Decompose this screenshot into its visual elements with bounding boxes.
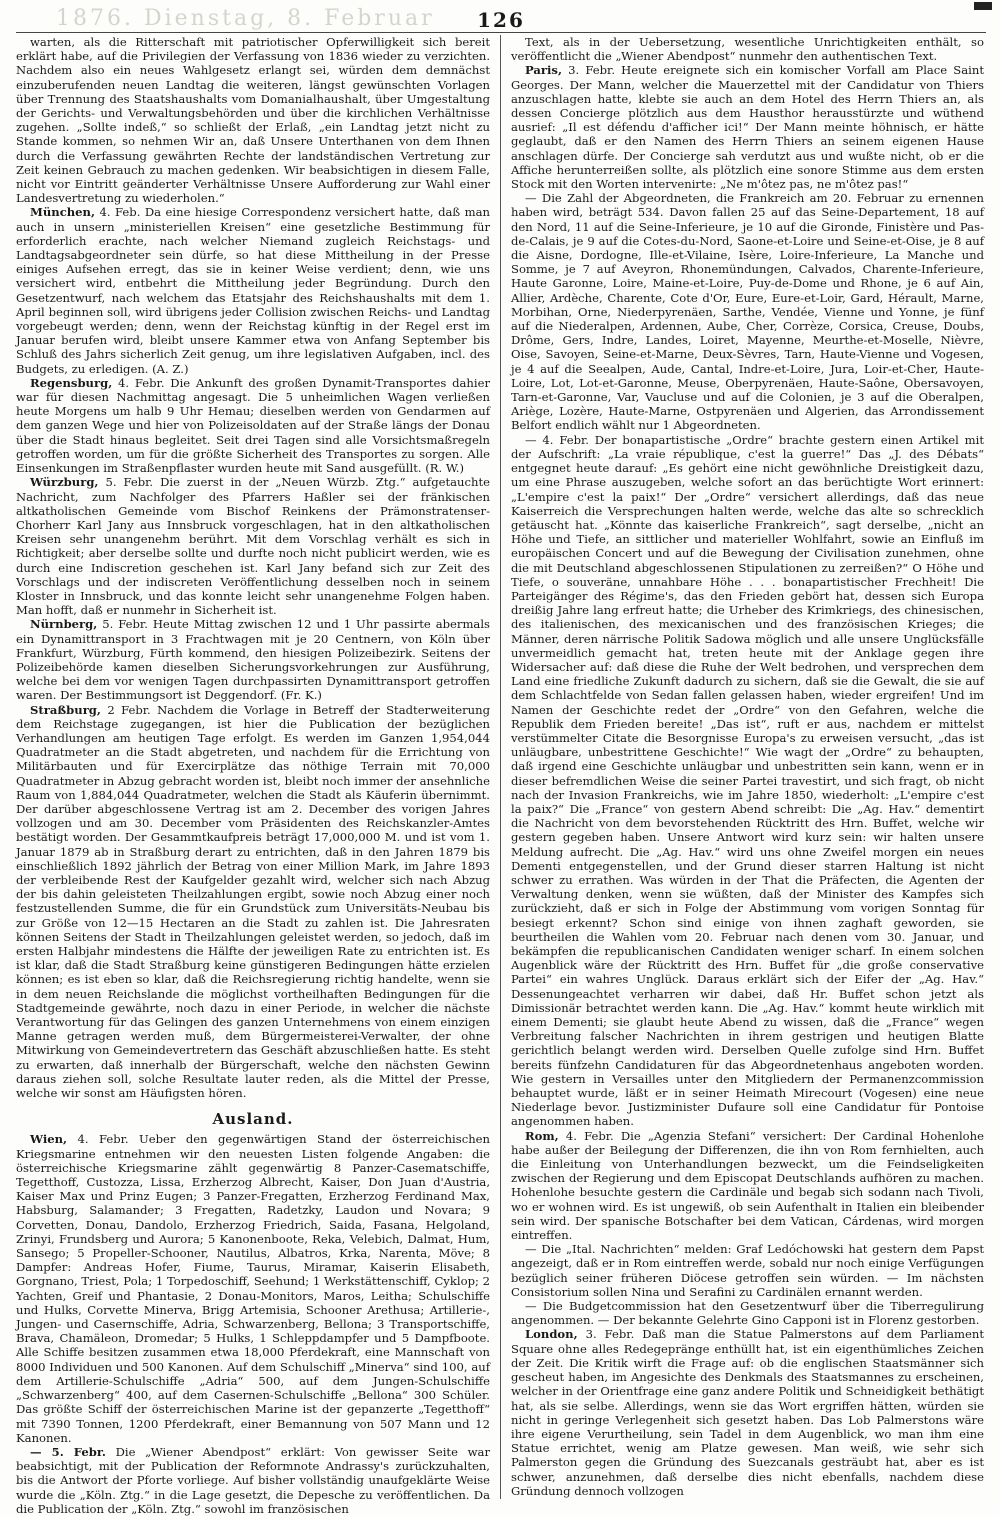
article-text: warten, als die Ritterschaft mit patriotischer Opferwilligkeit sich bereit erklärt habe, auf die Privilegien der Verfassung von 1836 wieder zu verzichten. Nachdem also ein neues Wahlgesetz erlangt sei, würden dem demnächst einzuberufenden neuen Landtag die weiteren, längst gewünschten Vorlagen über Trennung des Staatshaushalts vom Domanialhaushalt, über Umgestaltung der Gerichts- und Verwaltungsbehörden und über die kirchlichen Verhältnisse zugehen. „Sollte indeß,“ so schließt der Erlaß, „ein Landtag jetzt nicht zu Stande kommen, so nehmen Wir an, daß Unsere Unterthanen von dem Ihnen durch die Verfassung gewährten Rechte der landständischen Vertretung zur Zeit keinen Gebrauch zu machen gedenken. Wir beabsichtigen in diesem Falle, nicht vor Eintritt geänderter Verhältnisse Unsere Aufforderung zur Wahl einer Landesvertretung zu wiederholen.“ xyxy=(16,35,490,206)
article-paragraph xyxy=(511,1327,984,1497)
article-text: 3. Febr. Daß man die Statue Palmerstons auf dem Parliament Square ohne alles Redegepränge enthüllt hat, ist ein eigenthümliches Zeichen der Zeit. Die Kritik wirft die Frage auf: ob die englischen Staatsmänner sich gescheut haben, im Angesichte des Denkmals des Staatsmannes zu erscheinen, welcher in der Orientfrage eine ganz andere Politik und Schneidigkeit bethätigt hat, als sie selbe. Allerdings, wenn sie das Wort ergriffen hätten, würden sie nicht in geringe Verlegenheit sich gesetzt haben. Das Lob Palmerstons wäre ihre eigene Verurtheilung, sein Tadel in dem Augenblick, wo man ihm eine Statue errichtet, wenig am Platze gewesen. Man weiß, wie sehr sich Palmerston gegen die Gründung des Suezcanals gesträubt hat, aber es ist schwer, anzunehmen, daß derselbe dies nicht ebenfalls, nachdem diese Gründung dennoch vollzogen xyxy=(511,1327,985,1498)
article-text: 4. Febr. Ueber den gegenwärtigen Stand der österreichischen Kriegsmarine entnehmen wir den neuesten Listen folgende Angaben: die österreichische Kriegsmarine zählt gegenwärtig 8 Panzer-Casematschiffe, Tegetthoff, Custozza, Lissa, Erzherzog Albrecht, Kaiser, Don Juan d'Austria, Kaiser Max und Prinz Eugen; 3 Panzer-Fregatten, Erzherzog Ferdinand Max, Habsburg, Salamander; 3 Fregatten, Radetzky, Laudon und Novara; 9 Corvetten, Donau, Dandolo, Erzherzog Friedrich, Saida, Fasana, Helgoland, Zrinyi, Frundsberg und Aurora; 5 Kanonenboote, Reka, Velebich, Dalmat, Hum, Sansego; 5 Propeller-Schooner, Nautilus, Albatros, Krka, Narenta, Möve; 8 Dampfer: Andreas Hofer, Fiume, Taurus, Miramar, Kaiserin Elisabeth, Gorgnano, Triest, Pola; 1 Torpedoschiff, Seehund; 1 Werkstättenschiff, Cyklop; 2 Yachten, Greif und Phantasie, 2 Donau-Monitors, Maros, Leitha; Schulschiffe und Hulks, Corvette Minerva, Brigg Artemisia, Schooner Arethusa; Artillerie-, Jungen- und Casernschiffe, Adria, Schwarzenberg, Bellona; 3 Transportschiffe, Brava, Chamäleon, Dromedar; 5 Hulks, 1 Schleppdampfer und 5 Dampfboote. Alle Schiffe besitzen zusammen etwa 18,000 Pferdekraft, eine Mannschaft von 8000 Individuen und 500 Kanonen. Auf dem Schulschiff „Minerva“ sind 100, auf dem Artillerie-Schulschiffe „Adria“ 500, auf dem Jungen-Schulschiffe „Schwarzenberg“ 400, auf dem Casernen-Schulschiffe „Bellona“ 300 Schüler. Das größte Schiff der österreichischen Marine ist der gepanzerte „Tegetthoff“ mit 7390 Tonnen, 1200 Pferdekraft, einer Bemannung von 507 Mann und 12 Kanonen. xyxy=(16,1132,490,1445)
article-paragraph xyxy=(16,703,490,1101)
text-columns xyxy=(16,35,986,1516)
article-text: 5. Febr. Die zuerst in der „Neuen Würzb. Ztg.“ aufgetauchte Nachricht, zum Nachfolger des Pfarrers Haßler sei der fränkischen altkatholischen Gemeinde vom Bischof Reinkens der Prämonstratenser-Chorherr Karl Jany aus Innsbruck vorgeschlagen, hat in den altkatholischen Kreisen sehr unangenehm berührt. Mit dem Vorschlag verhält es sich in Richtigkeit; aber derselbe sollte und durfte noch nicht publicirt werden, wie es durch eine Indiscretion geschehen ist. Karl Jany befand sich zur Zeit des Vorschlags und der indiscreten Veröffentlichung desselben noch in seinem Kloster in Innsbruck, und das konnte leicht sehr unangenehme Folgen haben. Man hofft, daß er nunmehr in Sicherheit ist. xyxy=(16,475,490,618)
right-column-articles xyxy=(511,35,984,1498)
article-text: — 4. Febr. Der bonapartistische „Ordre“ brachte gestern einen Artikel mit der Aufschrift: „La vraie république, c'est la guerre!“ Das „J. des Débats“ entgegnet heute darauf: „Es gehört eine nicht gewöhnliche Dreistigkeit dazu, um eine Phrase auszugeben, welche sofort an das berüchtigte Wort erinnert: „L'empire c'est la paix!“ Der „Ordre“ versichert allerdings, daß das neue Kaiserreich die Versprechungen halten werde, welche das alte so schrecklich getäuscht hat. „Könnte das kaiserliche Frankreich“, sagt derselbe, „nicht an Höhe und Tiefe, an sittlicher und materieller Wohlfahrt, sowie an Einfluß im europäischen Concert und auf die Bewegung der Civilisation zunehmen, ohne die mit Deutschland abgeschlossenen Stipulationen zu zerreißen?“ O Höhe und Tiefe, o souveräne, unnahbare Höhe . . . bonapartistischer Frechheit! Die Parteigänger des Régime's, das den Frieden gebört hat, dessen sich Europa dreißig Jahre lang erfreut hatte; die Urheber des Krimkriegs, des chinesischen, des italienischen, des mexicanischen und des französischen Krieges; die Männer, deren närrische Politik Sadowa möglich und alle unsere Unglücksfälle unvermeidlich gemacht hat, treten heute mit der Anklage gegen ihre Widersacher auf: daß diese die Ruhe der Welt bedrohen, und versprechen dem Land eine friedliche Zukunft dadurch zu sichern, daß sie die Gewalt, die sie auf dem Schlachtfelde von Sedan fallen gelassen haben, wieder ergreifen! Und im Namen der Geschichte redet der „Ordre“ von den Gefahren, welche die Republik dem Frieden bereite! „Das ist“, ruft er aus, nachdem er mittelst verstümmelter Citate die Besorgnisse Europa's zu erweisen versucht, „das ist unläugbare, unbestrittene Geschichte!“ Wie wagt der „Ordre“ zu behaupten, daß irgend eine Geschichte unläugbar und unbestritten sein kann, wenn er in dieser befremdlichen Weise die seiner Partei travestirt, und sich fragt, ob nicht nach der Invasion Frankreichs, wie im Jahre 1850, wiederholt: „L'empire c'est la paix?“ Die „France“ von gestern Abend schreibt: Die „Ag. Hav.“ dementirt die Nachricht von dem bevorstehenden Rücktritt des Hrn. Buffet, welche wir gestern gegeben haben. Unsere Antwort wird kurz sein: wir halten unsere Meldung aufrecht. Die „Ag. Hav.“ wird uns ohne Zweifel morgen ein neues Dementi entgegenstellen, und der Grund dieser starren Haltung ist nicht schwer zu errathen. Was würden in der That die Präfecten, die Agenten der Verwaltung denken, wenn sie wüßten, daß der Minister des Kampfes sich zurückzieht, daß er sich in Folge der Abstimmung vom vorigen Sonntag für besiegt erkennt? Schon sind einige von ihnen zaghaft geworden, sie beurtheilen die Wahlen vom 20. Februar nach denen vom 30. Januar, und bekämpfen die republicanischen Candidaten weniger scharf. In einem solchen Augenblick wäre der Rücktritt des Hrn. Buffet für „die große conservative Partei“ ein wahres Unglück. Daraus erklärt sich der Eifer der „Ag. Hav.“ Dessenungeachtet verharren wir dabei, daß Hr. Buffet schon jetzt als Dimissionär betrachtet werden kann. Die „Ag. Hav.“ kommt heute wirklich mit einem Dementi; sie glaubt heute Abend zu wissen, daß die „France“ wegen Verbreitung falscher Nachrichten in ihrem gestrigen und heutigen Blatte gerichtlich belangt werden wird. Derselben Quelle zufolge sind Hrn. Buffet bereits fünfzehn Candidaturen für das Abgeordnetenhaus angeboten worden. Wie gestern in Versailles unter den Mitgliedern der Permanenzcommission behauptet wurde, läßt er in seiner Heimath Mirecourt (Vogesen) eine neue Niederlage bevor. Justizminister Dufaure soll eine Candidatur für Pontoise angenommen haben. xyxy=(511,432,984,1129)
article-paragraph xyxy=(16,376,490,475)
article-text: — Die Budgetcommission hat den Gesetzentwurf über die Tiberregulirung angenommen. — Der bekannte Gelehrte Gino Capponi ist in Florenz gestorben. xyxy=(511,1299,984,1328)
page-number: 126 xyxy=(477,8,525,32)
left-column-articles xyxy=(16,35,490,1100)
article-text: — Die „Ital. Nachrichten“ melden: Graf Ledóchowski hat gestern dem Papst angezeigt, daß er in Rom eintreffen werde, sobald nur noch einige Verfügungen bezüglich seiner früheren Diöcese getroffen sein würden. — Im nächsten Consistorium sollen Nina und Serafini zu Cardinälen ernannt werden. xyxy=(511,1242,984,1299)
article-text: 2 Febr. Nachdem die Vorlage in Betreff der Stadterweiterung dem Reichstage zugegangen, ist hier die Publication der bezüglichen Verhandlungen am heutigen Tage erfolgt. Es werden im Ganzen 1,954,044 Quadratmeter an die Stadt abgetreten, und nachdem für die Errichtung von Militärbauten und für Exercirplätze das nöthige Terrain mit 70,000 Quadratmeter in Abzug gebracht worden ist, bleibt noch immer der ansehnliche Raum von 1,884,044 Quadratmeter, welchen die Stadt als Käuferin übernimmt. Der darüber abgeschlossene Vertrag ist am 2. December des vorigen Jahres vollzogen und am 30. December vom Präsidenten des Reichskanzler-Amtes bestätigt worden. Der Gesammtkaufpreis beträgt 17,000,000 M. und ist vom 1. Januar 1879 ab in Straßburg derart zu entrichten, daß in den Jahren 1879 bis einschließlich 1892 jährlich der Betrag von einer Million Mark, im Jahre 1893 der verbleibende Rest der Kaufgelder gezahlt wird, welcher sich nach Abzug der bis dahin geleisteten Theilzahlungen ergibt, sowie noch Abzug einer noch festzustellenden Summe, die für ein Grundstück zum Universitäts-Neubau bis zur Größe von 12—15 Hectaren an die Stadt zu zahlen ist. Die Jahresraten können Seitens der Stadt in Theilzahlungen geleistet werden, so jedoch, daß im ersten Halbjahr mindestens die Hälfte der jeweiligen Rate zu entrichten ist. Es ist klar, daß die Stadt Straßburg keine günstigeren Bedingungen hätte erzielen können; es ist eben so klar, daß die Reichsregierung richtig handelte, wenn sie in dem neuen Reichslande die möglichst vortheilhaften Bedingungen für die Stadtgemeinde gewährte, noch dazu in einer Periode, in welcher die nächste Verantwortung für das Gelingen des ganzen Unternehmens von einem einzigen Manne getragen werden muß, dem Bürgermeisterei-Verwalter, der ohne Mitwirkung von Gemeindevertretern das Geschäft abzuschließen hatte. Es steht zu erwarten, daß innerhalb der Bürgerschaft, welche den nächsten Gewinn daraus ziehen soll, solche Resultate lauter reden, als die Mittel der Presse, welche wir sonst am Häufigsten hören. xyxy=(16,702,491,1101)
article-dateline: Nürnberg, xyxy=(30,617,98,632)
article-dateline: Regensburg, xyxy=(30,375,113,390)
right-column xyxy=(500,35,984,1499)
article-paragraph xyxy=(16,475,490,617)
article-paragraph xyxy=(511,433,984,1129)
article-paragraph xyxy=(511,35,984,63)
corner-mark xyxy=(974,2,992,10)
article-paragraph xyxy=(16,1445,490,1516)
article-text: Die „Wiener Abendpost“ erklärt: Von gewisser Seite war beabsichtigt, mit der Publication der Reformnote Andrassy's zurückzuhalten, bis die Antwort der Pforte vorliege. Auf bisher vollständig unaufgeklärte Weise wurde die „Köln. Ztg.“ in die Lage gesetzt, die Depesche zu veröffentlichen. Da die Publication der „Köln. Ztg.“ sowohl im französischen xyxy=(16,1444,490,1516)
article-paragraph xyxy=(16,617,490,702)
article-dateline: Wien, xyxy=(30,1132,68,1147)
left-column-foreign-articles xyxy=(16,1132,490,1515)
article-dateline: — 5. Febr. xyxy=(30,1444,106,1459)
article-text: — Die Zahl der Abgeordneten, die Frankreich am 20. Februar zu ernennen haben wird, beträgt 534. Davon fallen 25 auf das Seine-Departement, 18 auf den Nord, 11 auf die Seine-Inferieure, je 10 auf die Gironde, Finistère und Pas-de-Calais, je 9 auf die Cotes-du-Nord, Saone-et-Loire und Seine-et-Oise, je 8 auf die Aisne, Dordogne, Ille-et-Vilaine, Isère, Loire-Inferieure, La Manche und Somme, je 7 auf Aveyron, Rhonemündungen, Calvados, Charente-Inferieure, Haute Garonne, Loire, Maine-et-Loire, Puy-de-Dome und Rhone, je 6 auf Ain, Allier, Ardèche, Charente, Cote d'Or, Eure, Eure-et-Loir, Gard, Hérault, Marne, Morbihan, Orne, Niederpyrenäen, Sarthe, Vendée, Vienne und Yonne, je fünf auf die Niederalpen, Ardennen, Aube, Cher, Corrèze, Corsica, Creuse, Doubs, Drôme, Gers, Indre, Landes, Loiret, Mayenne, Meurthe-et-Moselle, Nièvre, Oise, Savoyen, Seine-et-Marne, Deux-Sèvres, Tarn, Haute-Vienne und Vogesen, je 4 auf die Seealpen, Aude, Cantal, Indre-et-Loire, Jura, Loir-et-Cher, Haute-Loire, Lot, Lot-et-Garonne, Meuse, Oberpyrenäen, Haute-Saône, Obersavoyen, Tarn-et-Garonne, Var, Vaucluse und auf die Colonien, je 3 auf die Oberalpen, Ariège, Lozère, Haute-Marne, Ostpyrenäen und Algerien, das Arrondissement Belfort endlich wählt nur 1 Abgeordneten. xyxy=(511,191,984,433)
article-paragraph xyxy=(511,1129,984,1243)
article-paragraph xyxy=(16,35,490,205)
article-paragraph xyxy=(511,63,984,191)
article-dateline: Rom, xyxy=(525,1128,559,1143)
article-dateline: Straßburg, xyxy=(30,702,101,717)
article-dateline: Paris, xyxy=(525,63,562,78)
article-paragraph xyxy=(16,205,490,375)
article-dateline: München, xyxy=(30,205,96,220)
article-text: 3. Febr. Heute ereignete sich ein komischer Vorfall am Place Saint Georges. Der Mann, welcher die Mauerzettel mit der Candidatur von Thiers anzuschlagen hatte, klebte sie auch an dem Hotel des Herrn Thiers an, als dessen Concierge plötzlich aus dem Hausthor herausstürzte und wüthend ausrief: „Il est défendu d'afficher ici!“ Der Mann meinte höhnisch, er hätte geglaubt, daß er den Namen des Herrn Thiers an seinem eigenen Hause anschlagen dürfe. Der Concierge sah verdutzt aus und wußte nicht, ob er die Affiche herunterreißen sollte, als plötzlich eine sonore Stimme aus dem ersten Stock mit den Worten intervenirte: „Ne m'ôtez pas, ne m'ôtez pas!“ xyxy=(511,63,984,192)
article-paragraph xyxy=(511,1242,984,1299)
article-dateline: Würzburg, xyxy=(30,475,99,490)
article-text: Text, als in der Uebersetzung, wesentliche Unrichtigkeiten enthält, so veröffentlicht die „Wiener Abendpost“ nunmehr den authentischen Text. xyxy=(511,35,984,64)
article-paragraph xyxy=(511,1299,984,1327)
article-text: 4. Febr. Die Ankunft des großen Dynamit-Transportes dahier war für diesen Nachmittag angesagt. Die 5 unheimlichen Wagen verließen heute Morgens um halb 9 Uhr Hemau; dieselben werden von Gendarmen auf dem ganzen Wege und hier von Polizeisoldaten auf der Straße längs der Donau über die Stadt hinaus begleitet. Seit drei Tagen sind alle Vorsichtsmaßregeln getroffen worden, um für die größte Sicherheit des Transportes zu sorgen. Alle Einsenkungen im Straßenpflaster wurden heute mit Sand ausgefüllt. (R. W.) xyxy=(16,375,491,476)
section-heading-ausland: Ausland. xyxy=(212,1110,294,1129)
article-paragraph xyxy=(511,191,984,432)
article-paragraph xyxy=(16,1132,490,1444)
article-text: 4. Feb. Da eine hiesige Correspondenz versichert hatte, daß man auch in unsern „ministeriellen Kreisen“ eine gesetzliche Bestimmung für erforderlich erachte, nach welcher Niemand zugleich Reichstags- und Landtagsabgeordneter sein dürfe, so hat diese Mittheilung in der Presse einiges Aufsehen erregt, das sie in keiner Weise verdient; denn, wie uns versichert wird, entbehrt die Mittheilung jeder Begründung. Durch den Gesetzentwurf, nach welchem das Etatsjahr des Reichshaushalts mit dem 1. April beginnen soll, wird übrigens jeder Collision zwischen Reichs- und Landtag vorgebeugt werden; denn, wenn der Reichstag künftig in der Regel erst im Januar berufen wird, bleibt unsere Kammer etwa von Anfang September bis Schluß des Jahrs sicherlich Zeit genug, um ihre legislativen Aufgaben, incl. des Budgets, zu erledigen. (A. Z.) xyxy=(16,205,490,376)
page-header xyxy=(16,6,986,33)
show-through-header: 1876. Dienstag, 8. Februar xyxy=(56,6,435,31)
article-text: 5. Febr. Heute Mittag zwischen 12 und 1 Uhr passirte abermals ein Dynamittransport in 3 Frachtwagen mit je 20 Centnern, von Köln über Frankfurt, Würzburg, Fürth kommend, den hiesigen Polizeibezirk. Seitens der Polizeibehörde kamen dieselben Sicherungsvorkehrungen zur Ausführung, welche bei dem vor wenigen Tagen durchpassirten Dynamittransport getroffen waren. Der Bestimmungsort ist Deggendorf. (Fr. K.) xyxy=(16,617,491,703)
article-text: 4. Febr. Die „Agenzia Stefani“ versichert: Der Cardinal Hohenlohe habe außer der Beilegung der Differenzen, die ihn von Rom fernhielten, auch die Einleitung von Unterhandlungen bezweckt, um die Feindseligkeiten zwischen der Regierung und dem Episcopat Deutschlands aufhören zu machen. Hohenlohe besuchte gestern die Cardinäle und begab sich sodann nach Tivoli, wo er wohnen wird. Es ist ungewiß, ob sein Aufenthalt in Italien ein bleibender sein wird. Der spanische Botschafter bei dem Vatican, Cárdenas, wird morgen eintreffen. xyxy=(511,1128,984,1243)
left-column xyxy=(16,35,500,1516)
article-dateline: London, xyxy=(525,1327,578,1342)
